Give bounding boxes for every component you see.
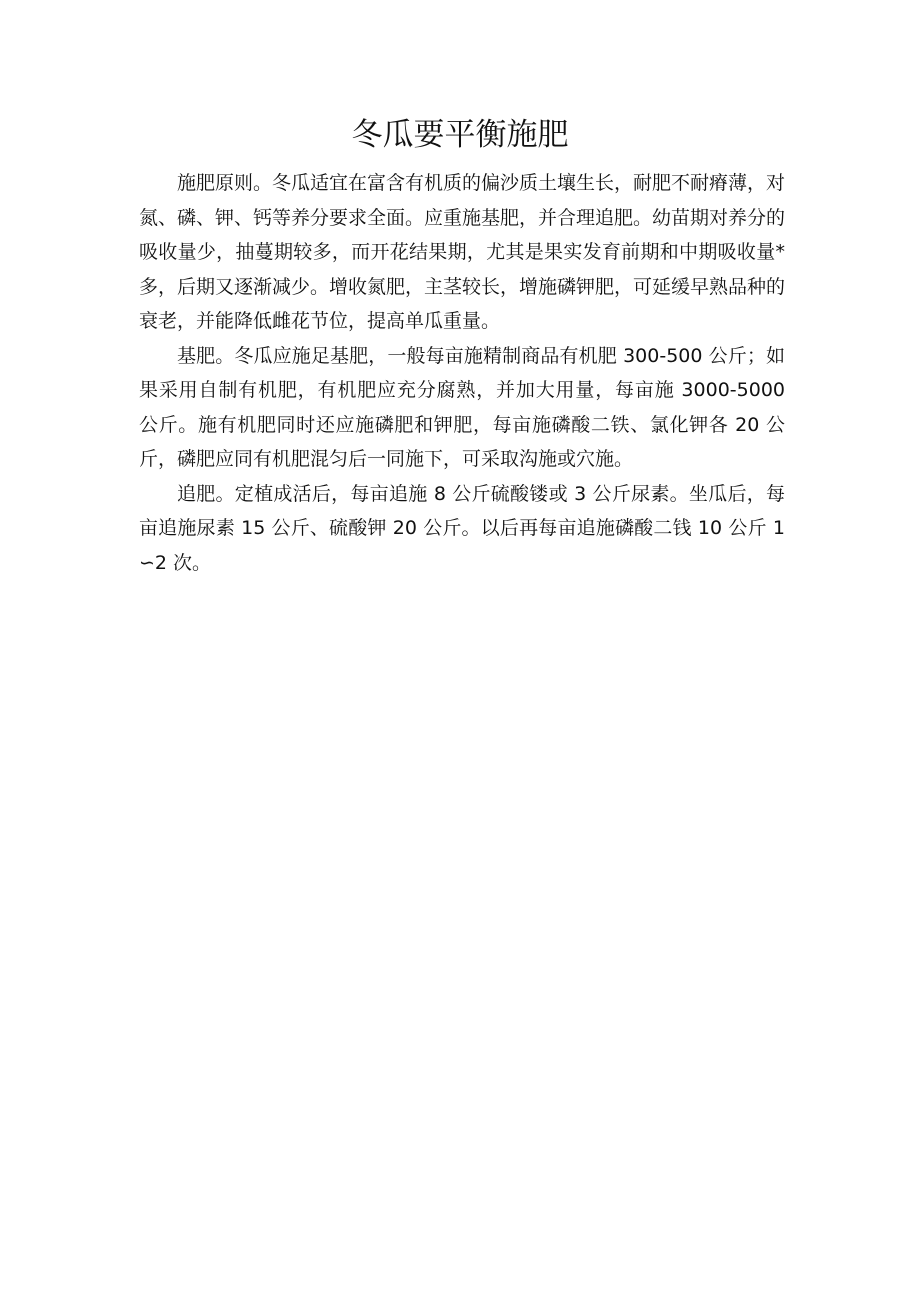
paragraph-topdressing: 追肥。定植成活后，每亩追施 8 公斤硫酸镂或 3 公斤尿素。坐瓜后，每亩追施尿素 15 公斤、硫酸钾 20 公斤。以后再每亩追施磷酸二钱 10 公斤 1∽2 次。 (139, 482, 785, 574)
document-title: 冬瓜要平衡施肥 (351, 117, 569, 153)
paragraph-principles: 施肥原则。冬瓜适宜在富含有机质的偏沙质土壤生长，耐肥不耐瘠薄，对氮、磷、钾、钙等养分要求全面。应重施基肥，并合理追肥。幼苗期对养分的吸收量少，抽蔓期较多，而开花结果期，尤其是果实发育前期和中期吸收量*多，后期又逐渐减少。增收氮肥，主茎较长，增施磷钾肥，可延缓早熟品种的衰老，并能降低雌花节位，提高单瓜重量。 (139, 172, 786, 332)
paragraph-base-fertilizer: 基肥。冬瓜应施足基肥，一般每亩施精制商品有机肥 300-500 公斤；如果采用自制有机肥，有机肥应充分腐熟，并加大用量，每亩施 3000-5000 公斤。施有机肥同时还应施磷肥和钾肥，每亩施磷酸二铁、氯化钾各 20 公斤，磷肥应同有机肥混匀后一同施下，可采取沟施或穴施。 (139, 344, 785, 470)
document-body (139, 166, 785, 580)
